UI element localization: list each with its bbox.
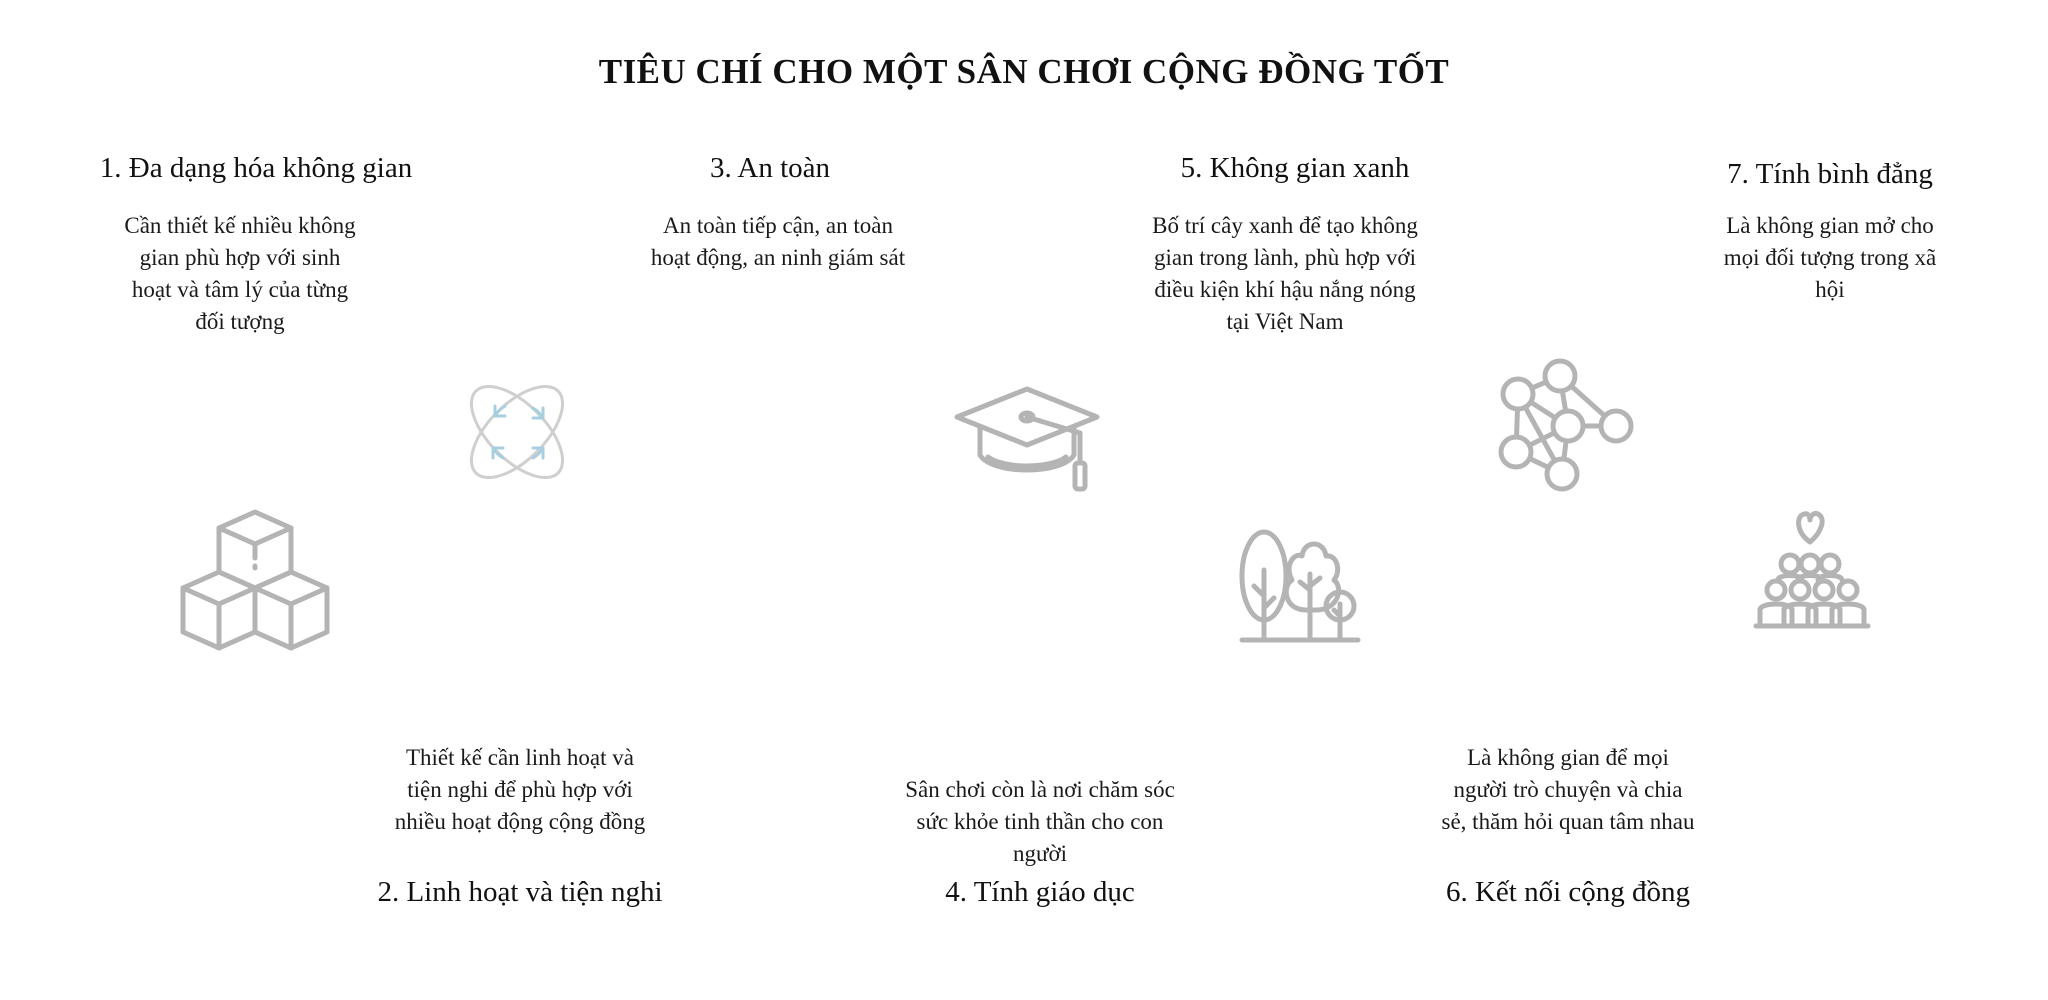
page-title: TIÊU CHÍ CHO MỘT SÂN CHƠI CỘNG ĐỒNG TỐT (598, 52, 1450, 91)
criterion-1-title: 1. Đa dạng hóa không gian (99, 152, 413, 184)
cubes-icon (180, 508, 330, 658)
criterion-7-desc: Là không gian mở cho mọi đối tượng trong xã hội (1723, 213, 1937, 302)
criterion-5-title: 5. Không gian xanh (1180, 152, 1410, 184)
criterion-1-desc: Cần thiết kế nhiều không gian phù hợp với sinh hoạt và tâm lý của từng đối tượng (124, 213, 356, 334)
graduation-cap-icon (952, 385, 1102, 495)
criterion-5-desc: Bố trí cây xanh để tạo không gian trong lành, phù hợp với điều kiện khí hậu nắng nóng tại Việt Nam (1152, 213, 1418, 334)
community-heart-icon (1752, 506, 1882, 636)
criterion-6-desc: Là không gian để mọi người trò chuyện và chia sẻ, thăm hỏi quan tâm nhau (1441, 745, 1695, 834)
network-icon (1490, 356, 1640, 496)
criterion-3-title: 3. An toàn (709, 152, 831, 184)
criterion-3-desc: An toàn tiếp cận, an toàn hoạt động, an ninh giám sát (650, 213, 906, 270)
criterion-2-desc: Thiết kế cần linh hoạt và tiện nghi để phù hợp với nhiều hoạt động cộng đồng (394, 745, 646, 834)
criterion-2-title: 2. Linh hoạt và tiện nghi (377, 876, 663, 908)
criterion-6-title: 6. Kết nối cộng đồng (1445, 876, 1691, 908)
criterion-4-title: 4. Tính giáo dục (945, 876, 1135, 908)
criterion-4-desc: Sân chơi còn là nơi chăm sóc sức khỏe tinh thần cho con người (905, 777, 1175, 866)
criterion-7-title: 7. Tính bình đẳng (1727, 158, 1933, 190)
trees-icon (1240, 526, 1360, 646)
orbit-arrows-icon (457, 372, 577, 492)
